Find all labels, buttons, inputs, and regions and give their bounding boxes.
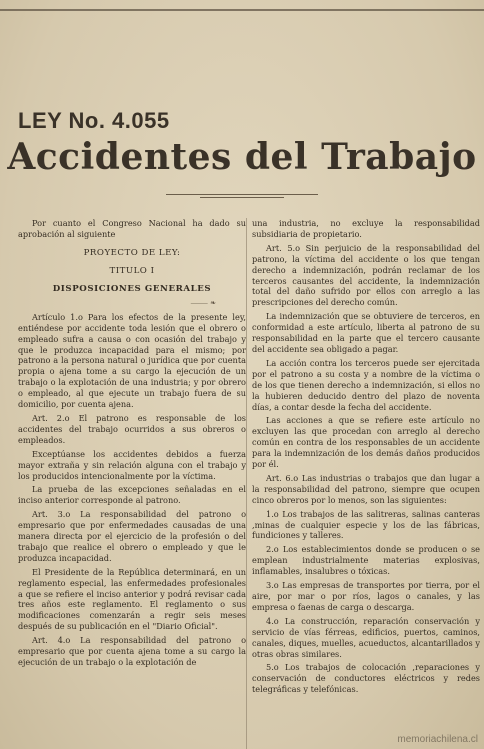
article-2: Art. 2.o El patrono es responsable de los accidentes del trabajo ocurridos a sus obreros o empleados. bbox=[18, 412, 246, 445]
right-column bbox=[252, 218, 480, 695]
article-6: Art. 6.o Las industrias o trabajos que dan lugar a la responsabilidad del patrono, siempre que ocupen cinco obreros por lo menos, son las siguientes: bbox=[252, 472, 480, 505]
section-heading: DISPOSICIONES GENERALES bbox=[52, 283, 212, 294]
article-4: Art. 4.o La responsabilidad del patrono o empresario que por cuenta ajena tome a su cargo la ejecución de un trabajo o la explotación de bbox=[18, 635, 246, 667]
article-1: Artículo 1.o Para los efectos de la presente ley, entiéndese por accidente toda lesión que el obrero o empleado sufra a causa o con ocasión del trabajo y que le produzca incapacidad para el mismo; por patrono a la persona natural o jurídica que por cuenta propia o ajena tome a su cargo la ejecución de un trabajo o la explotación de una industria; y por obrero o empleado, al que ejecute un trabajo fuera de su domicilio, por cuenta ajena. bbox=[18, 311, 246, 410]
column-divider bbox=[246, 218, 247, 749]
top-rule bbox=[0, 9, 484, 11]
article-3: Art. 3.o La responsabilidad del patrono o empresario que por enfermedades causadas de una manera directa por el ejercicio de la profesión o del trabajo que realice el obrero o empleado y que le produzca incapacidad. bbox=[18, 509, 246, 563]
title-heading: TITULO I bbox=[109, 265, 155, 276]
article-6-item-3: 3.o Las empresas de transportes por tierra, por el aire, por mar o por ríos, lagos o canales, y las empresa o faenas de carga o descarga. bbox=[252, 580, 480, 612]
article-5-common-law: Las acciones a que se refiere este artículo no excluyen las que procedan con arreglo al derecho común en contra de los responsables de un accidente para la indemnización de los demás daños producidos por él. bbox=[252, 415, 480, 470]
article-5-action: La acción contra los terceros puede ser ejercitada por el patrono a su costa y a nombre de la víctima o de los que tienen derecho a indemnización, si ellos no la hubieren deducido dentro del plazo de noventa días, a contar desde la fecha del accidente. bbox=[252, 357, 480, 412]
article-2-proof: La prueba de las excepciones señaladas en el inciso anterior corresponde al patrono. bbox=[18, 484, 246, 506]
article-6-item-5: 5.o Los trabajos de colocación ,reparaciones y conservación de conductores eléctricos y redes telegráficas y telefónicas. bbox=[252, 662, 480, 695]
article-2-exceptions: Exceptúanse los accidentes debidos a fuerza mayor extraña y sin relación alguna con el trabajo y los producidos intencionalmente por la víctima. bbox=[18, 448, 246, 481]
article-5-indemnization: La indemnización que se obtuviere de terceros, en conformidad a este artículo, liberta al patrono de su responsabilidad en la parte que el tercero causante del accidente sea obligado a pagar. bbox=[252, 311, 480, 354]
article-5: Art. 5.o Sin perjuicio de la responsabilidad del patrono, la víctima del accidente o los que tengan derecho a indemnización, podrán reclamar de los terceros causantes del accidente, la indemnización total del daño sufrido por ellos con arreglo a las prescripciones del derecho común. bbox=[252, 242, 480, 308]
article-3-regulation: El Presidente de la República determinará, en un reglamento especial, las enfermedades profesionales a que se refiere el inciso anterior y podrá revisar cada tres años este reglamento. El reglamento o sus modificaciones comenzarán a regir seis meses después de su publicación en el "Diario Oficial". bbox=[18, 566, 246, 632]
intro-paragraph: Por cuanto el Congreso Nacional ha dado su aprobación al siguiente bbox=[18, 218, 246, 239]
ornament-icon: ⸻ ❧ bbox=[190, 298, 216, 307]
title-rule bbox=[166, 194, 318, 195]
article-6-item-2: 2.o Los establecimientos donde se producen o se emplean industrialmente materias explosivas, inflamables, insalubres o tóxicas. bbox=[252, 544, 480, 577]
page-title: Accidentes del Trabajo bbox=[7, 136, 477, 178]
title-rule-short bbox=[200, 197, 284, 198]
article-4-continued: una industria, no excluye la responsabilidad subsidiaria de propietario. bbox=[252, 218, 480, 239]
left-column bbox=[18, 218, 246, 668]
watermark: memoriachilena.cl bbox=[397, 734, 478, 745]
article-6-item-1: 1.o Los trabajos de las salitreras, salinas canteras ,minas de cualquier especie y los de las fábricas, fundiciones y talleres. bbox=[252, 508, 480, 541]
project-heading: PROYECTO DE LEY: bbox=[83, 247, 181, 258]
article-6-item-4: 4.o La construcción, reparación conservación y servicio de vías férreas, edificios, puertos, caminos, canales, diques, muelles, acueductos, alcantarillados y otras obras similares. bbox=[252, 615, 480, 659]
law-number: LEY No. 4.055 bbox=[18, 108, 170, 133]
